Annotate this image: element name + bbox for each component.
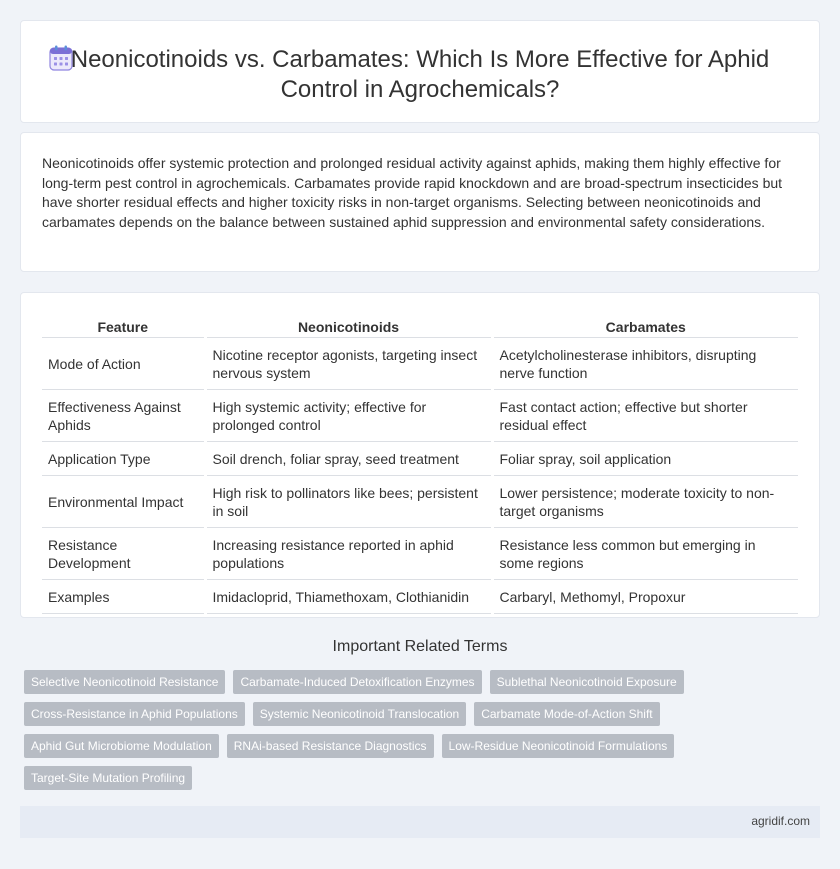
cell-neonicotinoids: Imidacloprid, Thiamethoxam, Clothianidin: [205, 579, 492, 613]
summary-card: [20, 132, 820, 272]
cell-feature: Mode of Action: [42, 337, 205, 389]
cell-neonicotinoids: Increasing resistance reported in aphid populations: [205, 527, 492, 579]
related-term-tag[interactable]: Carbamate-Induced Detoxification Enzymes: [233, 670, 481, 694]
cell-feature: Application Type: [42, 441, 205, 475]
cell-carbamates: Resistance less common but emerging in some regions: [492, 527, 798, 579]
cell-carbamates: Foliar spray, soil application: [492, 441, 798, 475]
cell-carbamates: Lower persistence; moderate toxicity to non-target organisms: [492, 475, 798, 527]
related-term-tag[interactable]: Target-Site Mutation Profiling: [24, 766, 192, 790]
related-terms-title: Important Related Terms: [332, 638, 508, 655]
header-card: [20, 20, 820, 123]
cell-neonicotinoids: High systemic activity; effective for prolonged control: [205, 389, 492, 441]
cell-carbamates: Acetylcholinesterase inhibitors, disrupting nerve function: [492, 337, 798, 389]
table-header-row: [42, 315, 798, 337]
cell-neonicotinoids: Soil drench, foliar spray, seed treatment: [205, 441, 492, 475]
comparison-table-card: [20, 292, 820, 618]
related-terms-list: [24, 670, 814, 798]
table-row: [42, 579, 798, 613]
table-row: [42, 441, 798, 475]
header-carbamates: Carbamates: [492, 315, 798, 337]
cell-carbamates: Carbaryl, Methomyl, Propoxur: [492, 579, 798, 613]
page-title: Neonicotinoids vs. Carbamates: Which Is More Effective for Aphid Control in Agrochemicals?: [70, 46, 770, 103]
footer: [20, 806, 820, 838]
header-neonicotinoids: Neonicotinoids: [205, 315, 492, 337]
related-term-tag[interactable]: Selective Neonicotinoid Resistance: [24, 670, 225, 694]
cell-feature: Examples: [42, 579, 205, 613]
related-term-tag[interactable]: Cross-Resistance in Aphid Populations: [24, 702, 245, 726]
related-term-tag[interactable]: Systemic Neonicotinoid Translocation: [253, 702, 466, 726]
table-row: [42, 337, 798, 389]
related-term-tag[interactable]: Carbamate Mode-of-Action Shift: [474, 702, 659, 726]
cell-carbamates: Fast contact action; effective but shorter residual effect: [492, 389, 798, 441]
related-term-tag[interactable]: Sublethal Neonicotinoid Exposure: [490, 670, 684, 694]
table-row: [42, 475, 798, 527]
footer-site-link[interactable]: agridif.com: [751, 814, 810, 828]
comparison-table: [42, 315, 798, 614]
cell-feature: Effectiveness Against Aphids: [42, 389, 205, 441]
cell-neonicotinoids: High risk to pollinators like bees; persistent in soil: [205, 475, 492, 527]
table-row: [42, 527, 798, 579]
related-term-tag[interactable]: Low-Residue Neonicotinoid Formulations: [442, 734, 675, 758]
cell-neonicotinoids: Nicotine receptor agonists, targeting insect nervous system: [205, 337, 492, 389]
cell-feature: Resistance Development: [42, 527, 205, 579]
cell-feature: Environmental Impact: [42, 475, 205, 527]
table-row: [42, 389, 798, 441]
header-feature: Feature: [42, 315, 205, 337]
summary-text: Neonicotinoids offer systemic protection and prolonged residual activity against aphids, making them highly effective for long-term pest control in agrochemicals. Carbamates provide rapid knockdown and are broad-spectrum insecticides but have shorter residual effects and higher toxicity risks in non-target organisms. Selecting between neonicotinoids and carbamates depends on the balance between sustained aphid suppression and environmental safety considerations.: [42, 155, 783, 230]
related-term-tag[interactable]: Aphid Gut Microbiome Modulation: [24, 734, 219, 758]
related-term-tag[interactable]: RNAi-based Resistance Diagnostics: [227, 734, 434, 758]
